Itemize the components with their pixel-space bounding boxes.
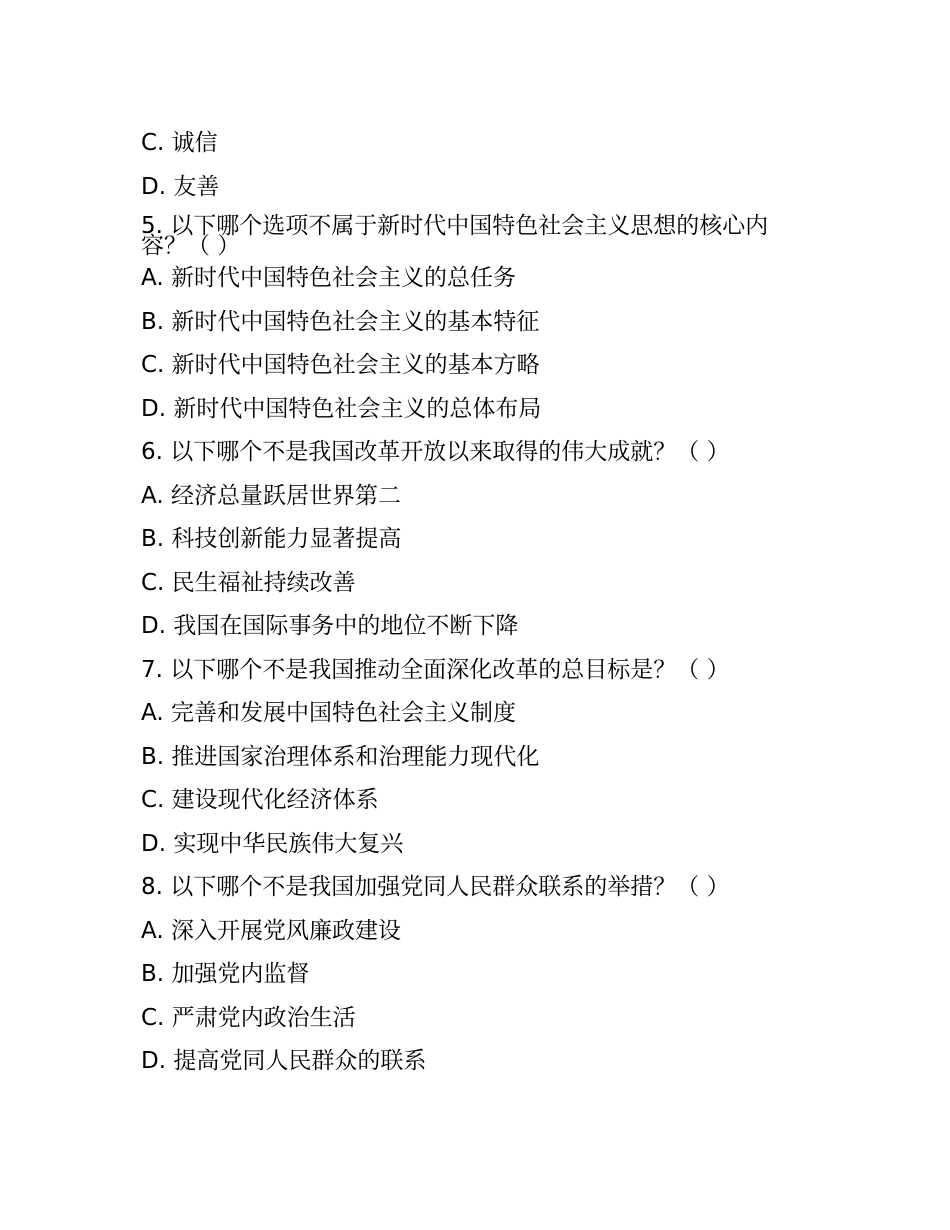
option-text: A. 新时代中国特色社会主义的总任务 xyxy=(141,265,516,291)
option-text: D. 提高党同人民群众的联系 xyxy=(141,1048,427,1074)
option-text: C. 新时代中国特色社会主义的基本方略 xyxy=(141,352,540,378)
option-text: D. 实现中华民族伟大复兴 xyxy=(141,830,404,857)
option-text: C. 民生福祉持续改善 xyxy=(141,569,356,596)
question-7-text: 7. 以下哪个不是我国推动全面深化改革的总目标是？（ ） xyxy=(141,656,730,683)
option-text: A. 深入开展党风廉政建设 xyxy=(141,917,401,944)
option-text: D. 友善 xyxy=(141,173,220,200)
question-8-text: 8. 以下哪个不是我国加强党同人民群众联系的举措？（ ） xyxy=(141,874,730,900)
question-5-text: 5. 以下哪个选项不属于新时代中国特色社会主义思想的核心内容？（ ） xyxy=(141,213,769,259)
option-text: B. 科技创新能力显著提高 xyxy=(141,526,402,552)
option-text: C. 诚信 xyxy=(141,130,218,156)
question-6-text: 6. 以下哪个不是我国改革开放以来取得的伟大成就？（ ） xyxy=(141,439,730,465)
option-text: B. 推进国家治理体系和治理能力现代化 xyxy=(141,743,540,770)
option-text: A. 完善和发展中国特色社会主义制度 xyxy=(141,700,516,726)
option-text: D. 我国在国际事务中的地位不断下降 xyxy=(141,613,519,639)
option-text: B. 新时代中国特色社会主义的基本特征 xyxy=(141,308,540,335)
option-text: C. 严肃党内政治生活 xyxy=(141,1004,356,1031)
option-text: C. 建设现代化经济体系 xyxy=(141,787,379,813)
option-text: B. 加强党内监督 xyxy=(141,961,310,987)
document-body xyxy=(141,124,801,1086)
option-text: D. 新时代中国特色社会主义的总体布局 xyxy=(141,395,542,422)
option-text: A. 经济总量跃居世界第二 xyxy=(141,482,401,509)
